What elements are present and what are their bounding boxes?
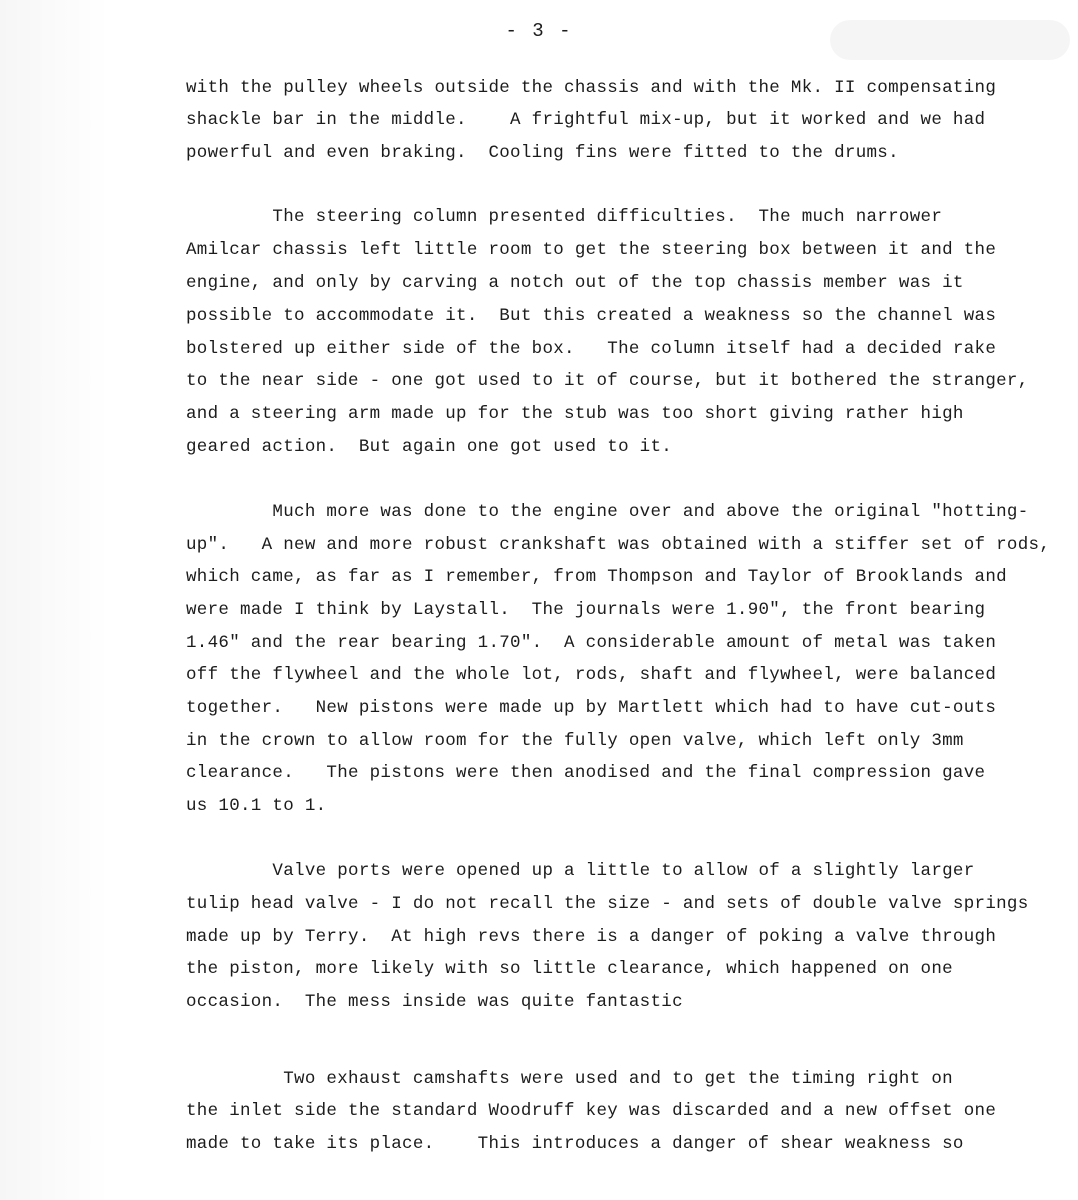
scan-smudge [0,0,110,1200]
paragraph-3-line-2: up". A new and more robust crankshaft was obtained with a stiffer set of rods, [186,535,1051,555]
paragraph-4-line-5: occasion. The mess inside was quite fantastic [186,992,683,1012]
paragraph-3-line-3: which came, as far as I remember, from Thompson and Taylor of Brooklands and [186,567,1007,587]
paragraph-2-line-2: Amilcar chassis left little room to get the steering box between it and the [186,240,997,260]
paragraph-3-line-10: us 10.1 to 1. [186,796,327,816]
paragraph-5-line-3: made to take its place. This introduces a danger of shear weakness so [186,1134,964,1154]
paragraph-3-line-7: together. New pistons were made up by Martlett which had to have cut-outs [186,698,997,718]
paragraph-2-line-7: and a steering arm made up for the stub was too short giving rather high [186,404,964,424]
paragraph-4-line-4: the piston, more likely with so little clearance, which happened on one [186,959,953,979]
paragraph-2-line-5: bolstered up either side of the box. The column itself had a decided rake [186,339,997,359]
paragraph-2-line-4: possible to accommodate it. But this created a weakness so the channel was [186,306,997,326]
paragraph-3-line-1: Much more was done to the engine over and above the original "hotting- [186,502,1029,522]
paragraph-1-line-1: with the pulley wheels outside the chassis and with the Mk. II compensating [186,78,997,98]
paragraph-2-line-1: The steering column presented difficulties. The much narrower [186,207,943,227]
paragraph-3-line-9: clearance. The pistons were then anodised and the final compression gave [186,763,986,783]
page-number: - 3 - [505,20,573,42]
paragraph-3-line-8: in the crown to allow room for the fully open valve, which left only 3mm [186,731,964,751]
paragraph-1-line-3: powerful and even braking. Cooling fins were fitted to the drums. [186,143,899,163]
paragraph-3-line-4: were made I think by Laystall. The journals were 1.90", the front bearing [186,600,986,620]
paragraph-4-line-2: tulip head valve - I do not recall the size - and sets of double valve springs [186,894,1029,914]
paragraph-4-line-1: Valve ports were opened up a little to allow of a slightly larger [186,861,975,881]
paragraph-4-line-3: made up by Terry. At high revs there is a danger of poking a valve through [186,927,997,947]
paragraph-2-line-6: to the near side - one got used to it of course, but it bothered the stranger, [186,371,1029,391]
paragraph-1-line-2: shackle bar in the middle. A frightful mix-up, but it worked and we had [186,110,986,130]
paragraph-5-line-1: Two exhaust camshafts were used and to get the timing right on [186,1069,953,1089]
paragraph-3-line-6: off the flywheel and the whole lot, rods, shaft and flywheel, were balanced [186,665,997,685]
paragraph-2-line-3: engine, and only by carving a notch out of the top chassis member was it [186,273,964,293]
paragraph-5-line-2: the inlet side the standard Woodruff key was discarded and a new offset one [186,1101,997,1121]
paragraph-2-line-8: geared action. But again one got used to it. [186,437,673,457]
paragraph-3-line-5: 1.46" and the rear bearing 1.70". A considerable amount of metal was taken [186,633,997,653]
